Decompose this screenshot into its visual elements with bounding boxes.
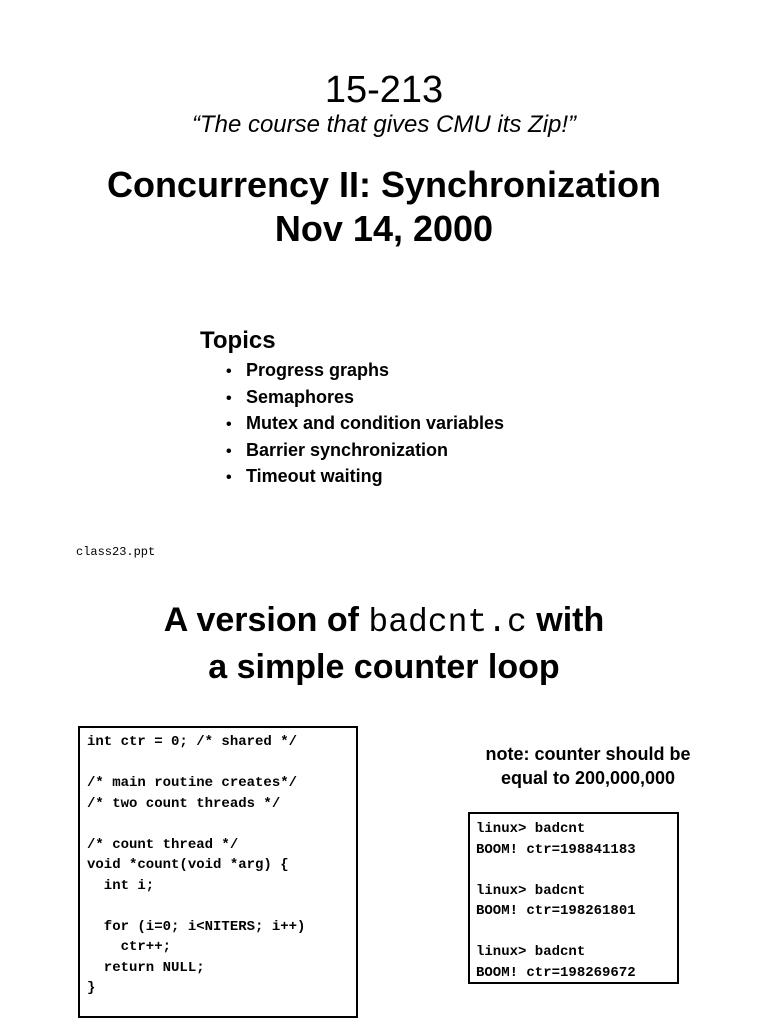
code-line: /* two count threads */ [87, 795, 281, 812]
lecture-title: Concurrency II: Synchronization [106, 164, 662, 205]
title-prefix: A version of [163, 601, 369, 639]
code-line: for (i=0; i<NITERS; i++) [87, 918, 306, 935]
code-line [87, 814, 356, 835]
code-line: /* main routine creates*/ [87, 775, 298, 791]
topic-item [226, 358, 504, 385]
course-number: 15-213 [324, 69, 444, 111]
topics-heading: Topics [200, 327, 276, 354]
output-line: BOOM! ctr=198841183 [476, 841, 636, 858]
output-line: linux> badcnt [476, 944, 586, 960]
slide-filename: class23.ppt [76, 545, 156, 559]
bullet-icon: • [226, 363, 232, 380]
bullet-icon: • [226, 389, 232, 407]
counter-note [468, 742, 708, 790]
code-line: } [87, 980, 96, 996]
topic-item [226, 438, 504, 465]
bullet-icon: • [226, 442, 232, 460]
lecture-date: Nov 14, 2000 [274, 208, 494, 249]
topic-item [226, 464, 504, 491]
topics-list [226, 358, 504, 491]
code-line [87, 753, 356, 774]
output-line [476, 922, 677, 943]
bullet-icon: • [226, 469, 232, 486]
output-line [476, 860, 677, 881]
topic-label: Progress graphs [246, 360, 390, 380]
output-line: linux> badcnt [476, 821, 586, 837]
topic-label: Timeout waiting [246, 466, 383, 486]
title-suffix: with [526, 601, 605, 639]
note-line: equal to 200,000,000 [500, 768, 676, 788]
bullet-icon: • [226, 416, 232, 433]
title-code-filename: badcnt.c [368, 604, 527, 641]
code-line: /* count thread */ [87, 836, 239, 853]
slide2-title [0, 598, 768, 689]
code-line: return NULL; [87, 959, 205, 976]
code-line: ctr++; [87, 939, 172, 955]
code-line [87, 896, 356, 917]
topic-item [226, 385, 504, 412]
code-line: int i; [87, 877, 155, 894]
course-tagline: “The course that gives CMU its Zip!” [191, 111, 577, 138]
output-line: BOOM! ctr=198261801 [476, 903, 636, 919]
output-line: linux> badcnt [476, 882, 586, 899]
terminal-output [468, 812, 679, 984]
code-listing [78, 726, 358, 1018]
title-line2: a simple counter loop [208, 648, 560, 686]
topic-label: Barrier synchronization [246, 439, 449, 460]
code-line: void *count(void *arg) { [87, 857, 289, 873]
code-line: int ctr = 0; /* shared */ [87, 734, 298, 750]
output-line: BOOM! ctr=198269672 [476, 964, 636, 981]
note-line: note: counter should be [485, 744, 691, 764]
topic-label: Semaphores [246, 386, 355, 407]
topic-label: Mutex and condition variables [246, 413, 505, 433]
topic-item [226, 411, 504, 438]
